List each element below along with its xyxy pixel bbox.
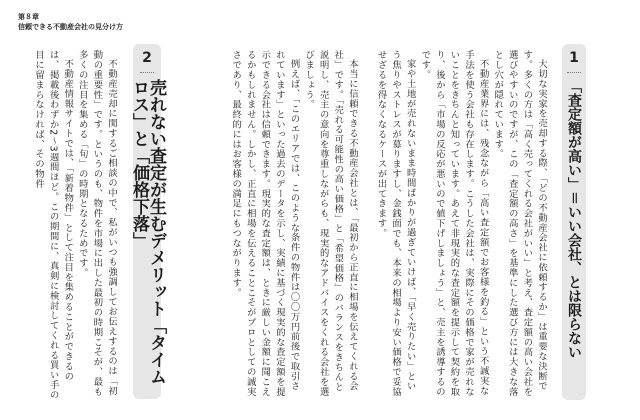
paragraph: 不動産売却に関するご相談の中で、私がいつも強調してお伝えするのは「初動の重要性」です。というのも、物件を市場に出した最初の時期こそが、最も多くの注目を集める「旬」の時期となるためです。 bbox=[76, 50, 117, 397]
heading-divider bbox=[567, 72, 581, 73]
paragraph: 例えば、「このエリアでは、このような条件の物件は〇〇万円前後で取引されています」といった過去のデータを示し、実績に基づく現実的な査定額を提示できる会社は信頼できます。現実的な査定額は、ときに厳しい金額に聞こえるかもしれません。しかし、正直に相場を伝えることこそがプロとしての誠実さであり、最終的にはお客様の満足にもつながります。 bbox=[230, 50, 300, 397]
paragraph: 大切な実家を売却する際、「どの不動産会社に依頼するか」は重要な決断です。多くの方は「高く売ってくれる会社がいい」と考え、査定額の高い会社を選びやすいのですが、この「査定額の高さ」を基準にした選び方には大きな落とし穴が隠れています。 bbox=[492, 50, 547, 397]
chapter-number: 第８章 bbox=[18, 13, 39, 21]
paragraph: 本当に信頼できる不動産会社とは、「最初から正直に相場を伝えてくれる会社」です。「売れる可能性の高い価格」と「希望価格」のバランスをきちんと説明し、売主の意向を尊重しながらも、現実的なアドバイスをくれる会社を選びましょう。 bbox=[303, 50, 358, 397]
section-1-body bbox=[230, 50, 548, 400]
paragraph: 不動産業界には、残念ながら「高い査定額でお客様を釣る」という不誠実な手法を使う会社も存在します。こうした会社は、実際にその価格で家が売れないことをきちんと知っています。あえて非現実的な査定額を提示して契約を取り、後から「市場の反応が悪いので値下げしましょう」と、売主を誘導するのです。 bbox=[419, 50, 489, 397]
paragraph: 家や土地が売れないまま時間ばかりが過ぎていけば、「早く売りたい」という焦りやストレスが募りますし、金銭面でも、本来の相場より安い価格で妥協せざるを得なくなるケースが出てきます。 bbox=[375, 50, 416, 397]
section-2-body bbox=[28, 50, 118, 400]
section-heading-2 bbox=[129, 44, 166, 399]
section-number: 1 bbox=[566, 50, 582, 66]
section-heading-1 bbox=[562, 44, 586, 400]
section-number: 2 bbox=[139, 50, 155, 66]
running-header bbox=[18, 12, 123, 32]
chapter-title: 信頼できる不動産会社の見分け方 bbox=[18, 23, 123, 31]
heading-divider bbox=[140, 72, 154, 73]
section-title: 売れない査定が生むデメリット「タイムロス」と「価格下落」 bbox=[129, 79, 166, 385]
section-title: 「査定額が高い」＝いい会社、とは限らない bbox=[566, 79, 582, 359]
paragraph: 不動産情報サイトでは、「新着物件」として注目を集めることができるのは、掲載後わずか2〜3週間ほど。この期間に、真剣に検討してくれる買い手の目に留まらなければ、その物件 bbox=[33, 50, 74, 400]
